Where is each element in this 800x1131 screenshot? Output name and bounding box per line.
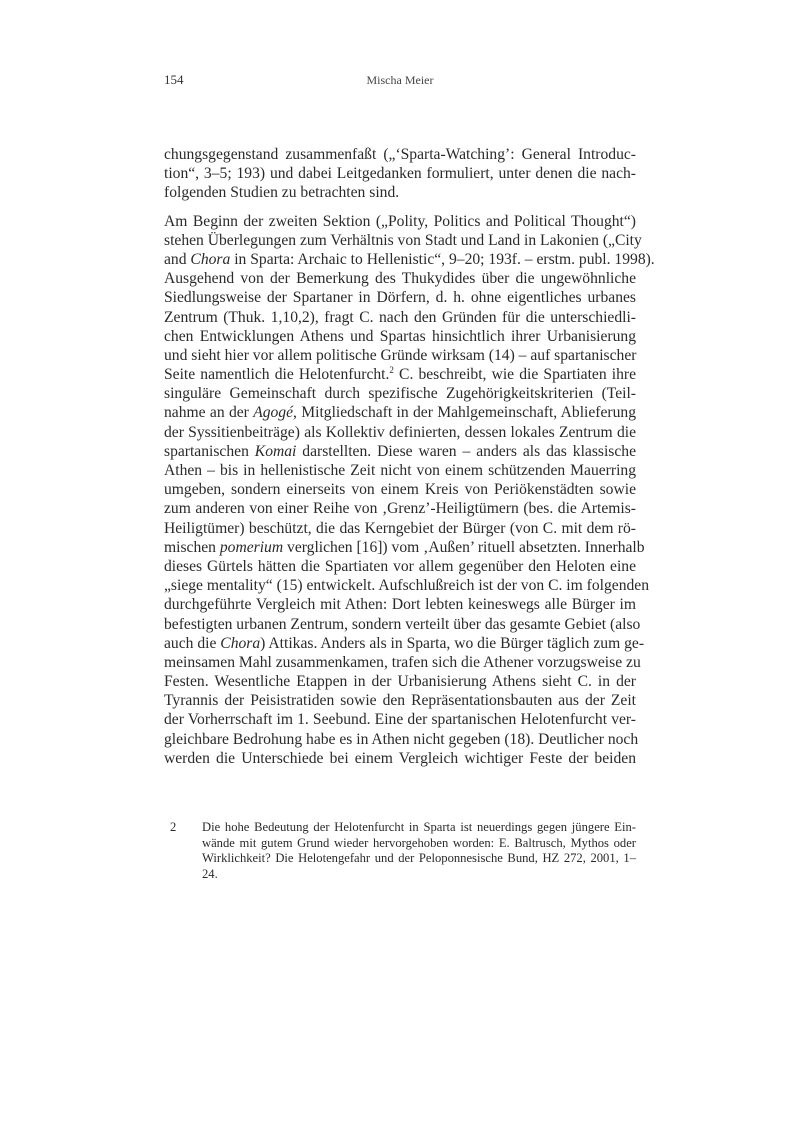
footnote-text — [202, 820, 636, 882]
footnote-line: Wirklichkeit? Die Helotengefahr und der Peloponnesische Bund, HZ 272, 2001, 1– — [202, 851, 636, 866]
text-segment: Am Beginn der zweiten Sektion („Polity, Politics and Political Thought“) — [164, 212, 636, 230]
text-segment: meinsamen Mahl zusammenkamen, trafen sich die Athener vorzugsweise zu — [164, 653, 641, 671]
italic-term: Komai — [254, 442, 297, 460]
text-segment: der Syssitienbeiträge) als Kollektiv definierten, dessen lokales Zentrum die — [164, 423, 636, 441]
text-segment: Siedlungsweise der Spartaner in Dörfern, d. h. ohne eigentliches urbanes — [164, 289, 636, 307]
italic-term: Chora — [220, 634, 261, 652]
text-segment: folgenden Studien zu betrachten sind. — [164, 184, 400, 202]
text-segment: Festen. Wesentliche Etappen in der Urbanisierung Athens sieht C. in der — [164, 673, 636, 691]
text-segment: mischen — [164, 538, 220, 556]
page-number: 154 — [164, 72, 184, 87]
text-line — [164, 231, 642, 250]
text-line — [164, 461, 636, 480]
footnote-line: Die hohe Bedeutung der Helotenfurcht in Sparta ist neuerdings gegen jüngere Ein- — [202, 820, 636, 834]
italic-term: Chora — [190, 250, 231, 268]
text-segment: spartanischen — [164, 442, 255, 460]
text-line — [164, 288, 636, 307]
text-line — [164, 595, 636, 614]
text-line — [164, 423, 636, 442]
text-segment: C. beschreibt, wie die Spartiaten ihre — [393, 366, 637, 384]
text-segment: werden die Unterschiede bei einem Vergleich wichtiger Feste der beiden — [164, 749, 636, 767]
footnote-line: 24. — [202, 866, 218, 881]
text-segment: und sieht hier vor allem politische Gründe wirksam (14) – auf spartanischer — [164, 346, 637, 364]
page-header — [164, 72, 636, 92]
text-segment: der Vorherrschaft im 1. Seebund. Eine der spartanischen Helotenfurcht ver- — [164, 711, 636, 729]
text-segment: chen Entwicklungen Athens und Spartas hinsichtlich ihrer Urbanisierung — [164, 327, 636, 345]
text-segment: ) Attikas. Anders als in Sparta, wo die Bürger täglich zum ge- — [260, 634, 645, 652]
text-line — [164, 442, 636, 461]
text-segment: Seite namentlich die Helotenfurcht. — [164, 366, 390, 384]
text-line — [164, 615, 641, 634]
text-line — [164, 365, 636, 384]
text-line — [164, 499, 636, 518]
text-segment: chungsgegenstand zusammenfaßt („‘Sparta-Watching’: General Introduc- — [164, 146, 636, 163]
paragraph — [164, 212, 655, 768]
text-line — [164, 183, 636, 202]
text-segment: verglichen [16]) vom ‚Außen’ rituell absetzten. Innerhalb — [283, 538, 645, 556]
text-segment: dieses Gürtels hätten die Spartiaten vor allem gegenüber den Heloten eine — [164, 557, 636, 575]
text-segment: gleichbare Bedrohung habe es in Athen nicht gegeben (18). Deutlicher noch — [164, 730, 639, 748]
text-segment: darstellten. Diese waren – anders als das klassische — [296, 442, 637, 460]
text-segment: durchgeführte Vergleich mit Athen: Dort lebten keineswegs alle Bürger im — [164, 596, 636, 614]
text-line — [164, 691, 636, 710]
text-segment: and — [164, 250, 191, 268]
text-line — [164, 212, 636, 231]
paragraph-gap — [164, 203, 636, 212]
text-line — [164, 519, 636, 538]
text-segment: zum anderen von einer Reihe von ‚Grenz’-Heiligtümern (bes. die Artemis- — [164, 500, 636, 518]
footnote-reference: 2 — [389, 365, 394, 376]
text-segment: Ausgehend von der Bemerkung des Thukydides über die ungewöhnliche — [164, 270, 636, 288]
italic-term: Agogé — [253, 404, 294, 422]
text-segment: in Sparta: Archaic to Hellenistic“, 9–20; 193f. – erstm. publ. 1998). — [230, 250, 655, 268]
text-line — [164, 269, 636, 288]
text-line — [164, 557, 636, 576]
text-line — [164, 653, 641, 672]
text-segment: stehen Überlegungen zum Verhältnis von Stadt und Land in Lakonien („City — [164, 231, 642, 249]
footnote-line: wände mit gutem Grund wieder hervorgehoben worden: E. Baltrusch, Mythos oder — [202, 835, 636, 850]
running-head: Mischa Meier — [366, 73, 434, 87]
text-line — [164, 145, 636, 164]
text-segment: Tyrannis der Peisistratiden sowie den Repräsentationsbauten aus der Zeit — [164, 692, 636, 710]
body-text — [164, 145, 655, 768]
paragraph — [164, 145, 636, 203]
text-segment: Heiligtümer) beschützt, die das Kerngebiet der Bürger (von C. mit dem rö- — [164, 519, 636, 537]
text-line — [164, 480, 636, 499]
text-line — [164, 308, 636, 327]
text-segment: „siege mentality“ (15) entwickelt. Aufschlußreich ist der von C. im folgenden — [164, 577, 650, 595]
text-line — [164, 749, 636, 768]
text-segment: Zentrum (Thuk. 1,10,2), fragt C. nach den Gründen für die unterschiedli- — [164, 308, 636, 326]
text-segment: umgeben, sondern einerseits von einem Kreis von Periökenstädten sowie — [164, 481, 636, 499]
text-line — [164, 634, 645, 653]
text-segment: nahme an der — [164, 404, 254, 422]
text-line — [164, 384, 636, 403]
text-segment: tion“, 3–5; 193) und dabei Leitgedanken formuliert, unter denen die nach- — [164, 165, 636, 183]
text-line — [164, 538, 645, 557]
footnote-number: 2 — [170, 820, 177, 834]
text-segment: singuläre Gemeinschaft durch spezifische Zugehörigkeitskriterien (Teil- — [164, 385, 636, 403]
text-segment: auch die — [164, 634, 221, 652]
text-line — [164, 164, 636, 183]
text-segment: , Mitgliedschaft in der Mahlgemeinschaft, Ablieferung — [293, 404, 636, 422]
text-line — [164, 576, 650, 595]
text-line — [164, 250, 655, 269]
text-line — [164, 403, 636, 422]
text-line — [164, 730, 639, 749]
text-line — [164, 346, 636, 365]
text-segment: Athen – bis in hellenistische Zeit nicht von einem schützenden Mauerring — [164, 462, 636, 479]
text-line — [164, 672, 636, 691]
text-line — [164, 327, 636, 346]
text-line — [164, 710, 636, 729]
text-segment: befestigten urbanen Zentrum, sondern verteilt über das gesamte Gebiet (also — [164, 615, 641, 633]
italic-term: pomerium — [219, 538, 284, 556]
